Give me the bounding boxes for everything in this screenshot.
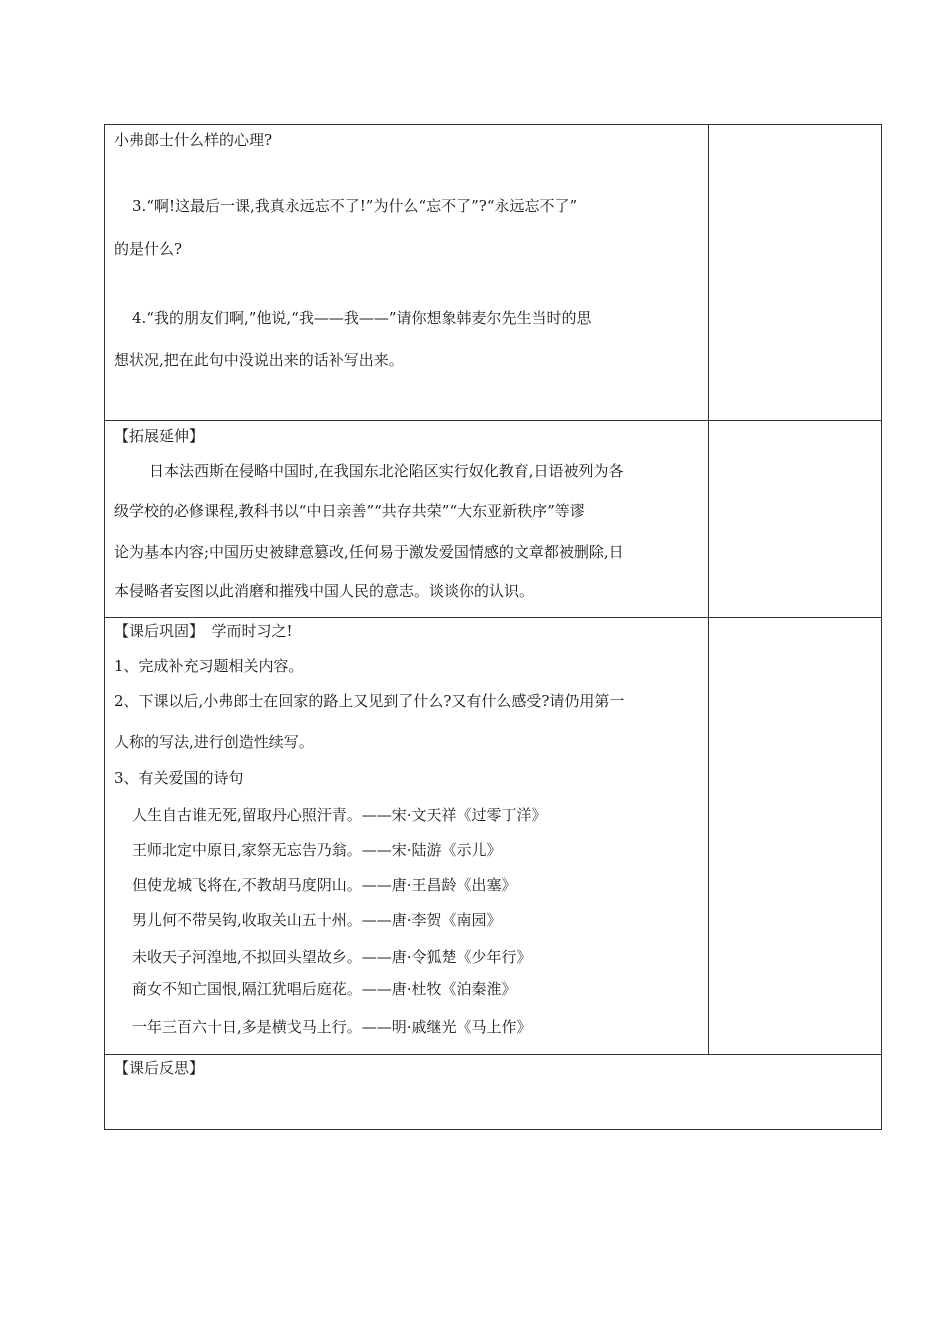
- poem-line: 未收天子河湟地,不拟回头望故乡。——唐·令狐楚《少年行》: [132, 948, 532, 966]
- consolidation-section: [105, 618, 881, 1055]
- reflection-heading: 【课后反思】: [114, 1059, 205, 1077]
- reflection-section: [105, 1055, 881, 1131]
- item-2-line-2: 人称的写法,进行创造性续写。: [114, 733, 314, 751]
- question-4-line-2: 想状况,把在此句中没说出来的话补写出来。: [114, 351, 404, 369]
- poem-line: 人生自古谁无死,留取丹心照汗青。——宋·文天祥《过零丁洋》: [132, 806, 547, 824]
- questions-section: [105, 125, 881, 421]
- poem-line: 男儿何不带吴钩,收取关山五十州。——唐·李贺《南园》: [132, 911, 502, 929]
- question-3-line-1: 3.“啊!这最后一课,我真永远忘不了!”为什么“忘不了”?“永远忘不了”: [132, 197, 578, 215]
- extension-line: 级学校的必修课程,教科书以“中日亲善”“共存共荣”“大东亚新秩序”等谬: [114, 502, 585, 520]
- poem-line: 商女不知亡国恨,隔江犹唱后庭花。——唐·杜牧《泊秦淮》: [132, 980, 517, 998]
- question-3-line-2: 的是什么?: [114, 240, 183, 258]
- consolidation-heading: 【课后巩固】 学而时习之!: [114, 622, 293, 640]
- extension-line: 本侵略者妄图以此消磨和摧残中国人民的意志。谈谈你的认识。: [114, 582, 535, 600]
- worksheet-table: [104, 124, 882, 1130]
- question-4-line-1: 4.“我的朋友们啊,”他说,“我——我——”请你想象韩麦尔先生当时的思: [132, 309, 592, 327]
- extension-line: 论为基本内容;中国历史被肆意篡改,任何易于激发爱国情感的文章都被删除,日: [114, 543, 624, 561]
- item-3: 3、有关爱国的诗句: [114, 769, 244, 787]
- extension-section: [105, 421, 881, 618]
- question-continuation: 小弗郎士什么样的心理?: [114, 131, 273, 149]
- poem-line: 一年三百六十日,多是横戈马上行。——明·戚继光《马上作》: [132, 1018, 532, 1036]
- item-2-line-1: 2、下课以后,小弗郎士在回家的路上又见到了什么?又有什么感受?请仍用第一: [114, 692, 625, 710]
- extension-heading: 【拓展延伸】: [114, 427, 205, 445]
- poem-line: 王师北定中原日,家祭无忘告乃翁。——宋·陆游《示儿》: [132, 841, 502, 859]
- extension-line: 日本法西斯在侵略中国时,在我国东北沦陷区实行奴化教育,日语被列为各: [149, 462, 624, 480]
- poem-line: 但使龙城飞将在,不教胡马度阴山。——唐·王昌龄《出塞》: [132, 876, 517, 894]
- item-1: 1、完成补充习题相关内容。: [114, 657, 304, 675]
